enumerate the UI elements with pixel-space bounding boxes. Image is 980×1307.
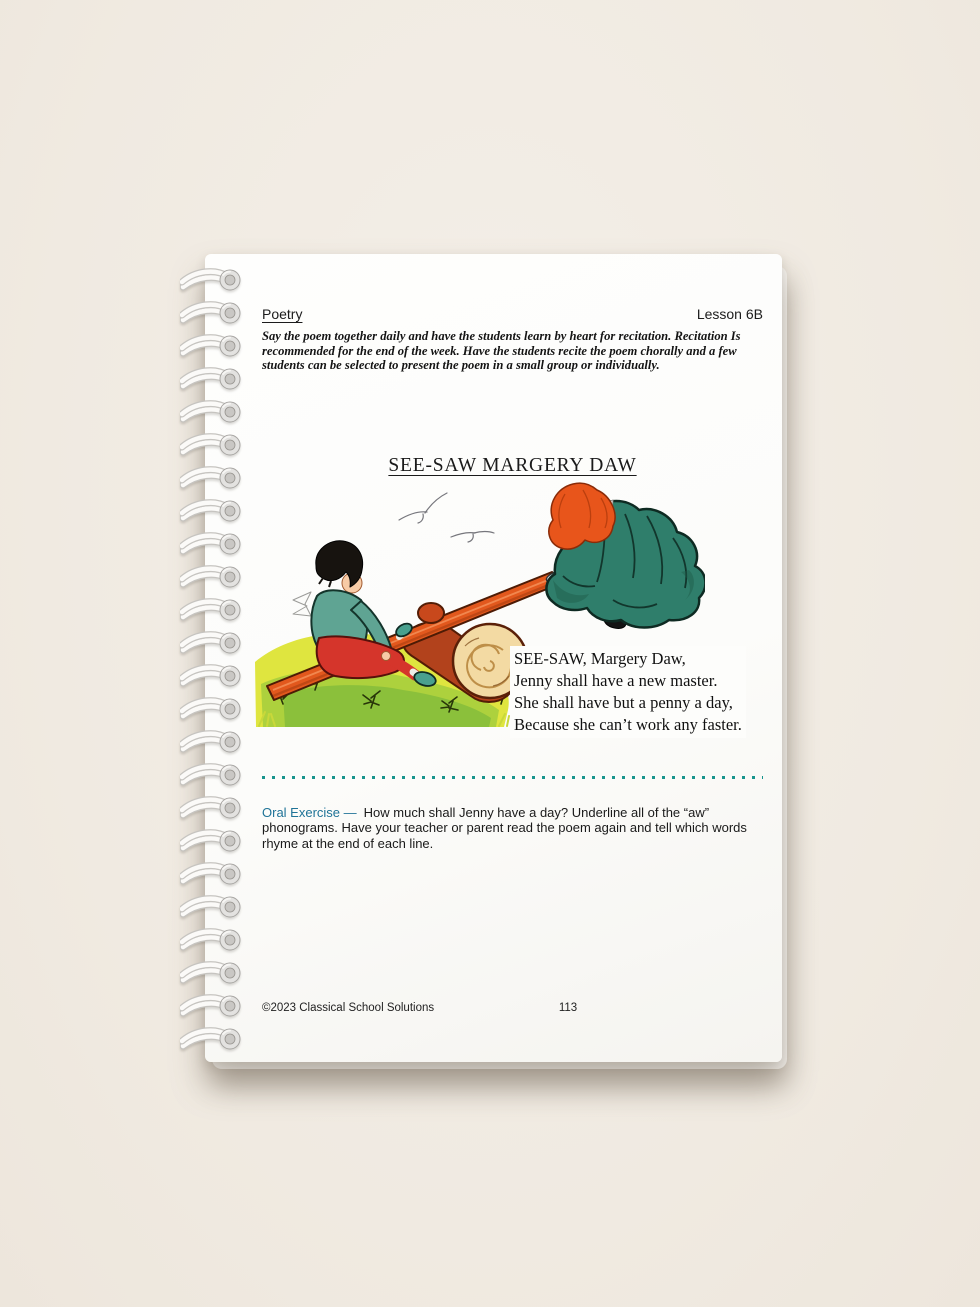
coil-wire-icon	[180, 300, 244, 326]
poem-line: Jenny shall have a new master.	[514, 671, 718, 690]
poem-text	[510, 646, 746, 738]
binding-coil	[180, 1026, 244, 1052]
coil-wire-icon	[180, 597, 244, 623]
lesson-label: Lesson 6B	[696, 306, 763, 322]
binding-coil	[180, 465, 244, 491]
teacher-note: Say the poem together daily and have the students learn by heart for recitation. Recitation Is recommended for the end of the week. Have the students recite the poem chorally and a few students can be selected to present the poem in a small group or individually.	[262, 329, 741, 373]
coil-wire-icon	[180, 267, 244, 293]
page-footer	[262, 1002, 763, 1018]
binding-coil	[180, 564, 244, 590]
section-title: Poetry	[262, 306, 303, 322]
coil-wire-icon	[180, 498, 244, 524]
coil-wire-icon	[180, 399, 244, 425]
coil-wire-icon	[180, 861, 244, 887]
page-header	[262, 306, 763, 322]
binding-coil	[180, 597, 244, 623]
coil-wire-icon	[180, 960, 244, 986]
coil-wire-icon	[180, 531, 244, 557]
binding-coil	[180, 894, 244, 920]
page-number: 113	[558, 1002, 578, 1014]
binding-coil	[180, 498, 244, 524]
coil-wire-icon	[180, 564, 244, 590]
birds-icon	[399, 493, 494, 542]
dotted-separator	[262, 776, 763, 779]
coil-wire-icon	[180, 696, 244, 722]
poem-line: SEE-SAW, Margery Daw,	[514, 649, 686, 668]
binding-coil	[180, 927, 244, 953]
binding-coil	[180, 630, 244, 656]
binding-coil	[180, 993, 244, 1019]
binding-coil	[180, 861, 244, 887]
binding-coil	[180, 762, 244, 788]
coil-wire-icon	[180, 894, 244, 920]
binding-coil	[180, 399, 244, 425]
binding-coil	[180, 729, 244, 755]
poem-title: SEE-SAW MARGERY DAW	[388, 455, 637, 476]
coil-wire-icon	[180, 630, 244, 656]
coil-wire-icon	[180, 729, 244, 755]
poem-line: She shall have but a penny a day,	[514, 693, 733, 712]
binding-coil	[180, 663, 244, 689]
coil-wire-icon	[180, 465, 244, 491]
oral-exercise-label: Oral Exercise —	[262, 805, 357, 820]
binding-coil	[180, 696, 244, 722]
notebook-page	[205, 254, 782, 1062]
coil-wire-icon	[180, 1026, 244, 1052]
coil-wire-icon	[180, 795, 244, 821]
coil-wire-icon	[180, 366, 244, 392]
coil-wire-icon	[180, 927, 244, 953]
binding-coil	[180, 828, 244, 854]
binding-coil	[180, 432, 244, 458]
coil-wire-icon	[180, 828, 244, 854]
binding-coil	[180, 531, 244, 557]
oral-exercise-text: How much shall Jenny have a day? Underline all of the “aw” phonograms. Have your teacher or parent read the poem again and tell which words rhyme at the end of each line.	[262, 805, 747, 851]
coil-wire-icon	[180, 333, 244, 359]
coil-wire-icon	[180, 762, 244, 788]
copyright: ©2023 Classical School Solutions	[262, 1002, 435, 1014]
binding-coil	[180, 960, 244, 986]
coil-wire-icon	[180, 663, 244, 689]
binding-coil	[180, 267, 244, 293]
binding-coil	[180, 795, 244, 821]
coil-wire-icon	[180, 993, 244, 1019]
oral-exercise	[262, 805, 766, 851]
girl-icon	[546, 483, 705, 631]
spiral-binding	[180, 254, 244, 1062]
binding-coil	[180, 333, 244, 359]
poem-line: Because she can’t work any faster.	[514, 715, 742, 734]
coil-wire-icon	[180, 432, 244, 458]
binding-coil	[180, 366, 244, 392]
binding-coil	[180, 300, 244, 326]
